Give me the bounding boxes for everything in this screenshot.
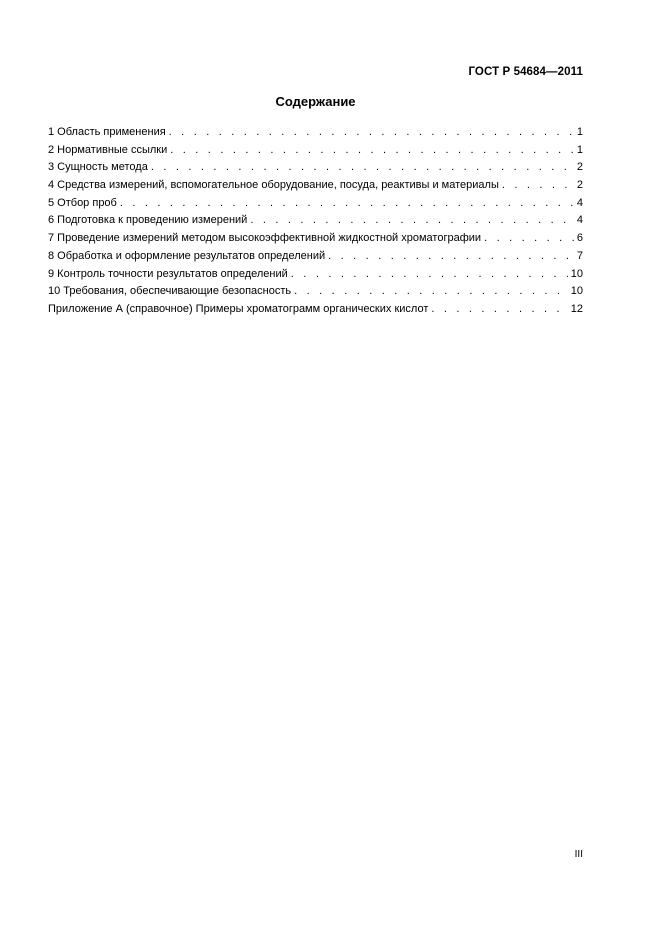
toc-entry[interactable] [48, 283, 583, 301]
toc-entry[interactable] [48, 248, 583, 266]
toc-entry[interactable] [48, 159, 583, 177]
toc-entry-title: 8 Обработка и оформление результатов определений [48, 249, 326, 262]
toc-entry-page: 7 [576, 249, 583, 262]
toc-entry-title: 10 Требования, обеспечивающие безопасность [48, 285, 292, 298]
toc-entry-title: 2 Нормативные ссылки [48, 143, 168, 156]
toc-entry-title: Приложение А (справочное) Примеры хроматограмм органических кислот [48, 302, 429, 315]
toc-entry[interactable] [48, 177, 583, 195]
toc-entry-page: 2 [576, 179, 583, 192]
table-of-contents [48, 124, 583, 319]
toc-entry[interactable] [48, 212, 583, 230]
toc-entry-page: 6 [576, 232, 583, 245]
toc-entry[interactable] [48, 195, 583, 213]
toc-dot-leader [151, 159, 574, 177]
toc-entry-page: 12 [570, 302, 583, 315]
toc-entry-page: 10 [570, 285, 583, 298]
toc-dot-leader [502, 177, 574, 195]
toc-entry-page: 1 [576, 126, 583, 138]
toc-dot-leader [294, 283, 568, 301]
toc-dot-leader [431, 301, 567, 319]
toc-title: Содержание [275, 94, 356, 109]
toc-entry-title: 5 Отбор проб [48, 196, 117, 209]
toc-entry-title: 3 Сущность метода [48, 161, 148, 174]
toc-entry-page: 10 [570, 267, 583, 280]
toc-entry-title: 1 Область применения [48, 126, 166, 138]
toc-entry[interactable] [48, 301, 583, 319]
toc-entry-page: 4 [576, 214, 583, 227]
toc-entry-title: 7 Проведение измерений методом высокоэффективной жидкостной хроматографии [48, 232, 482, 245]
toc-dot-leader [170, 142, 574, 160]
toc-entry-title: 9 Контроль точности результатов определений [48, 267, 288, 280]
toc-entry[interactable] [48, 124, 583, 142]
toc-entry[interactable] [48, 266, 583, 284]
toc-entry-page: 4 [576, 196, 583, 209]
toc-entry-title: 6 Подготовка к проведению измерений [48, 214, 248, 227]
toc-dot-leader [291, 266, 568, 284]
toc-entry[interactable] [48, 230, 583, 248]
toc-entry-title: 4 Средства измерений, вспомогательное оборудование, посуда, реактивы и материалы [48, 179, 499, 192]
toc-dot-leader [250, 212, 574, 230]
toc-dot-leader [169, 124, 574, 142]
toc-entry-page: 2 [576, 161, 583, 174]
toc-dot-leader [328, 248, 574, 266]
page-number: III [574, 849, 583, 860]
document-header: ГОСТ Р 54684—2011 [468, 66, 583, 78]
toc-dot-leader [120, 195, 574, 213]
toc-dot-leader [484, 230, 574, 248]
toc-entry-page: 1 [576, 143, 583, 156]
toc-entry[interactable] [48, 142, 583, 160]
